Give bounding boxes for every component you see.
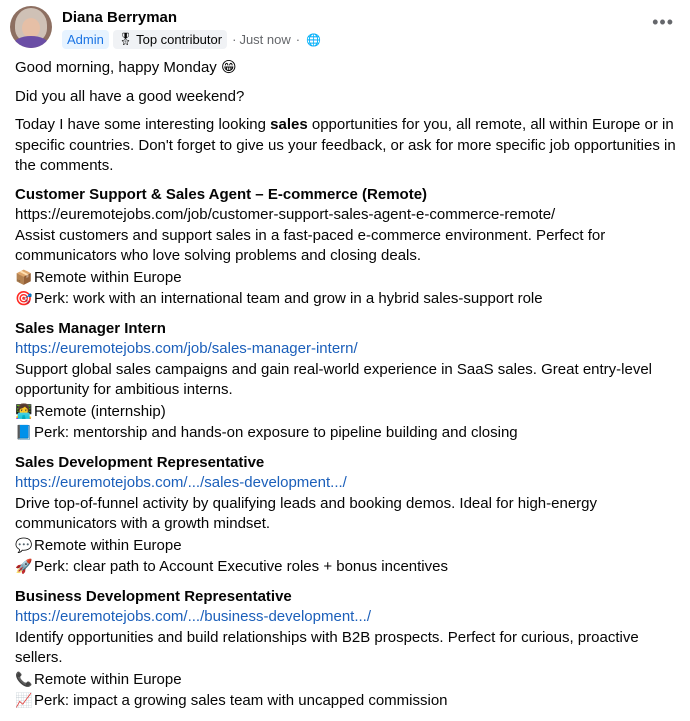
job-description: Drive top-of-funnel activity by qualifying leads and booking demos. Ideal for high-energy communicators with a growth mindset. bbox=[15, 494, 597, 532]
job-title: Sales Development Representative bbox=[15, 453, 265, 471]
job-link[interactable]: https://euremotejobs.com/job/sales-manager-intern/ bbox=[15, 340, 358, 357]
job-perk: 🚀 Perk: clear path to Account Executive roles + bonus incentives bbox=[15, 558, 448, 575]
more-options-icon[interactable]: ••• bbox=[652, 12, 674, 32]
job-location: 📞 Remote within Europe bbox=[15, 670, 182, 688]
phone-icon: 📞 bbox=[15, 670, 33, 687]
top-contributor-label: Top contributor bbox=[136, 32, 223, 47]
job-perk: 📘 Perk: mentorship and hands-on exposure to pipeline building and closing bbox=[15, 424, 518, 441]
intro-bold: sales bbox=[270, 116, 308, 133]
technologist-icon: 👩‍💻 bbox=[15, 402, 33, 419]
job-listing bbox=[15, 453, 680, 578]
job-listing bbox=[15, 185, 680, 310]
intro-text: Today I have some interesting looking sales opportunities for you, all remote, all within Europe or in specific countries. Don't forget to give us your feedback, or ask for more specific job opportunities in the comments. bbox=[15, 116, 676, 174]
job-perk: 🎯 Perk: work with an international team and grow in a hybrid sales-support role bbox=[15, 290, 543, 307]
job-location: 👩‍💻 Remote (internship) bbox=[15, 402, 166, 420]
job-url: https://euremotejobs.com/job/customer-support-sales-agent-e-commerce-remote/ bbox=[15, 206, 556, 223]
job-description: Assist customers and support sales in a fast-paced e-commerce environment. Perfect for communicators who love solving problems and closing deals. bbox=[15, 226, 606, 264]
author-avatar[interactable] bbox=[10, 6, 52, 48]
job-title: Business Development Representative bbox=[15, 587, 292, 605]
job-perk: 📈 Perk: impact a growing sales team with uncapped commission bbox=[15, 692, 448, 709]
job-description: Support global sales campaigns and gain real-world experience in SaaS sales. Great entry-level opportunity for ambitious interns. bbox=[15, 360, 653, 398]
job-link[interactable]: https://euremotejobs.com/.../business-development.../ bbox=[15, 608, 372, 625]
job-listing bbox=[15, 587, 680, 712]
speech-bubble-icon: 💬 bbox=[15, 536, 33, 553]
target-icon: 🎯 bbox=[15, 290, 33, 306]
separator: · bbox=[232, 32, 237, 47]
post-body bbox=[15, 58, 680, 721]
author-meta bbox=[62, 6, 321, 49]
job-location: 💬 Remote within Europe bbox=[15, 536, 182, 554]
author-name[interactable]: Diana Berryman bbox=[62, 9, 178, 26]
post-header bbox=[10, 6, 321, 49]
book-icon: 📘 bbox=[15, 424, 33, 440]
chart-increasing-icon: 📈 bbox=[15, 692, 33, 708]
globe-icon[interactable]: 🌐 bbox=[306, 32, 322, 47]
job-title: Customer Support & Sales Agent – E-commerce (Remote) bbox=[15, 185, 428, 203]
greeting-text: Good morning, happy Monday 😁 bbox=[15, 59, 237, 76]
rocket-icon: 🚀 bbox=[15, 558, 33, 574]
separator: · bbox=[295, 32, 301, 47]
job-location: 📦 Remote within Europe bbox=[15, 268, 182, 286]
job-title: Sales Manager Intern bbox=[15, 319, 166, 337]
admin-badge: Admin bbox=[62, 30, 109, 49]
job-link[interactable]: https://euremotejobs.com/.../sales-development.../ bbox=[15, 474, 347, 491]
weekend-text: Did you all have a good weekend? bbox=[15, 87, 245, 105]
job-description: Identify opportunities and build relationships with B2B prospects. Perfect for curious, proactive sellers. bbox=[15, 628, 639, 666]
author-badges bbox=[62, 30, 321, 49]
package-icon: 📦 bbox=[15, 268, 33, 285]
post-timestamp[interactable]: Just now bbox=[239, 32, 291, 47]
job-listing bbox=[15, 319, 680, 444]
medal-icon: 🎖 bbox=[117, 32, 134, 46]
top-contributor-badge[interactable] bbox=[113, 30, 227, 49]
